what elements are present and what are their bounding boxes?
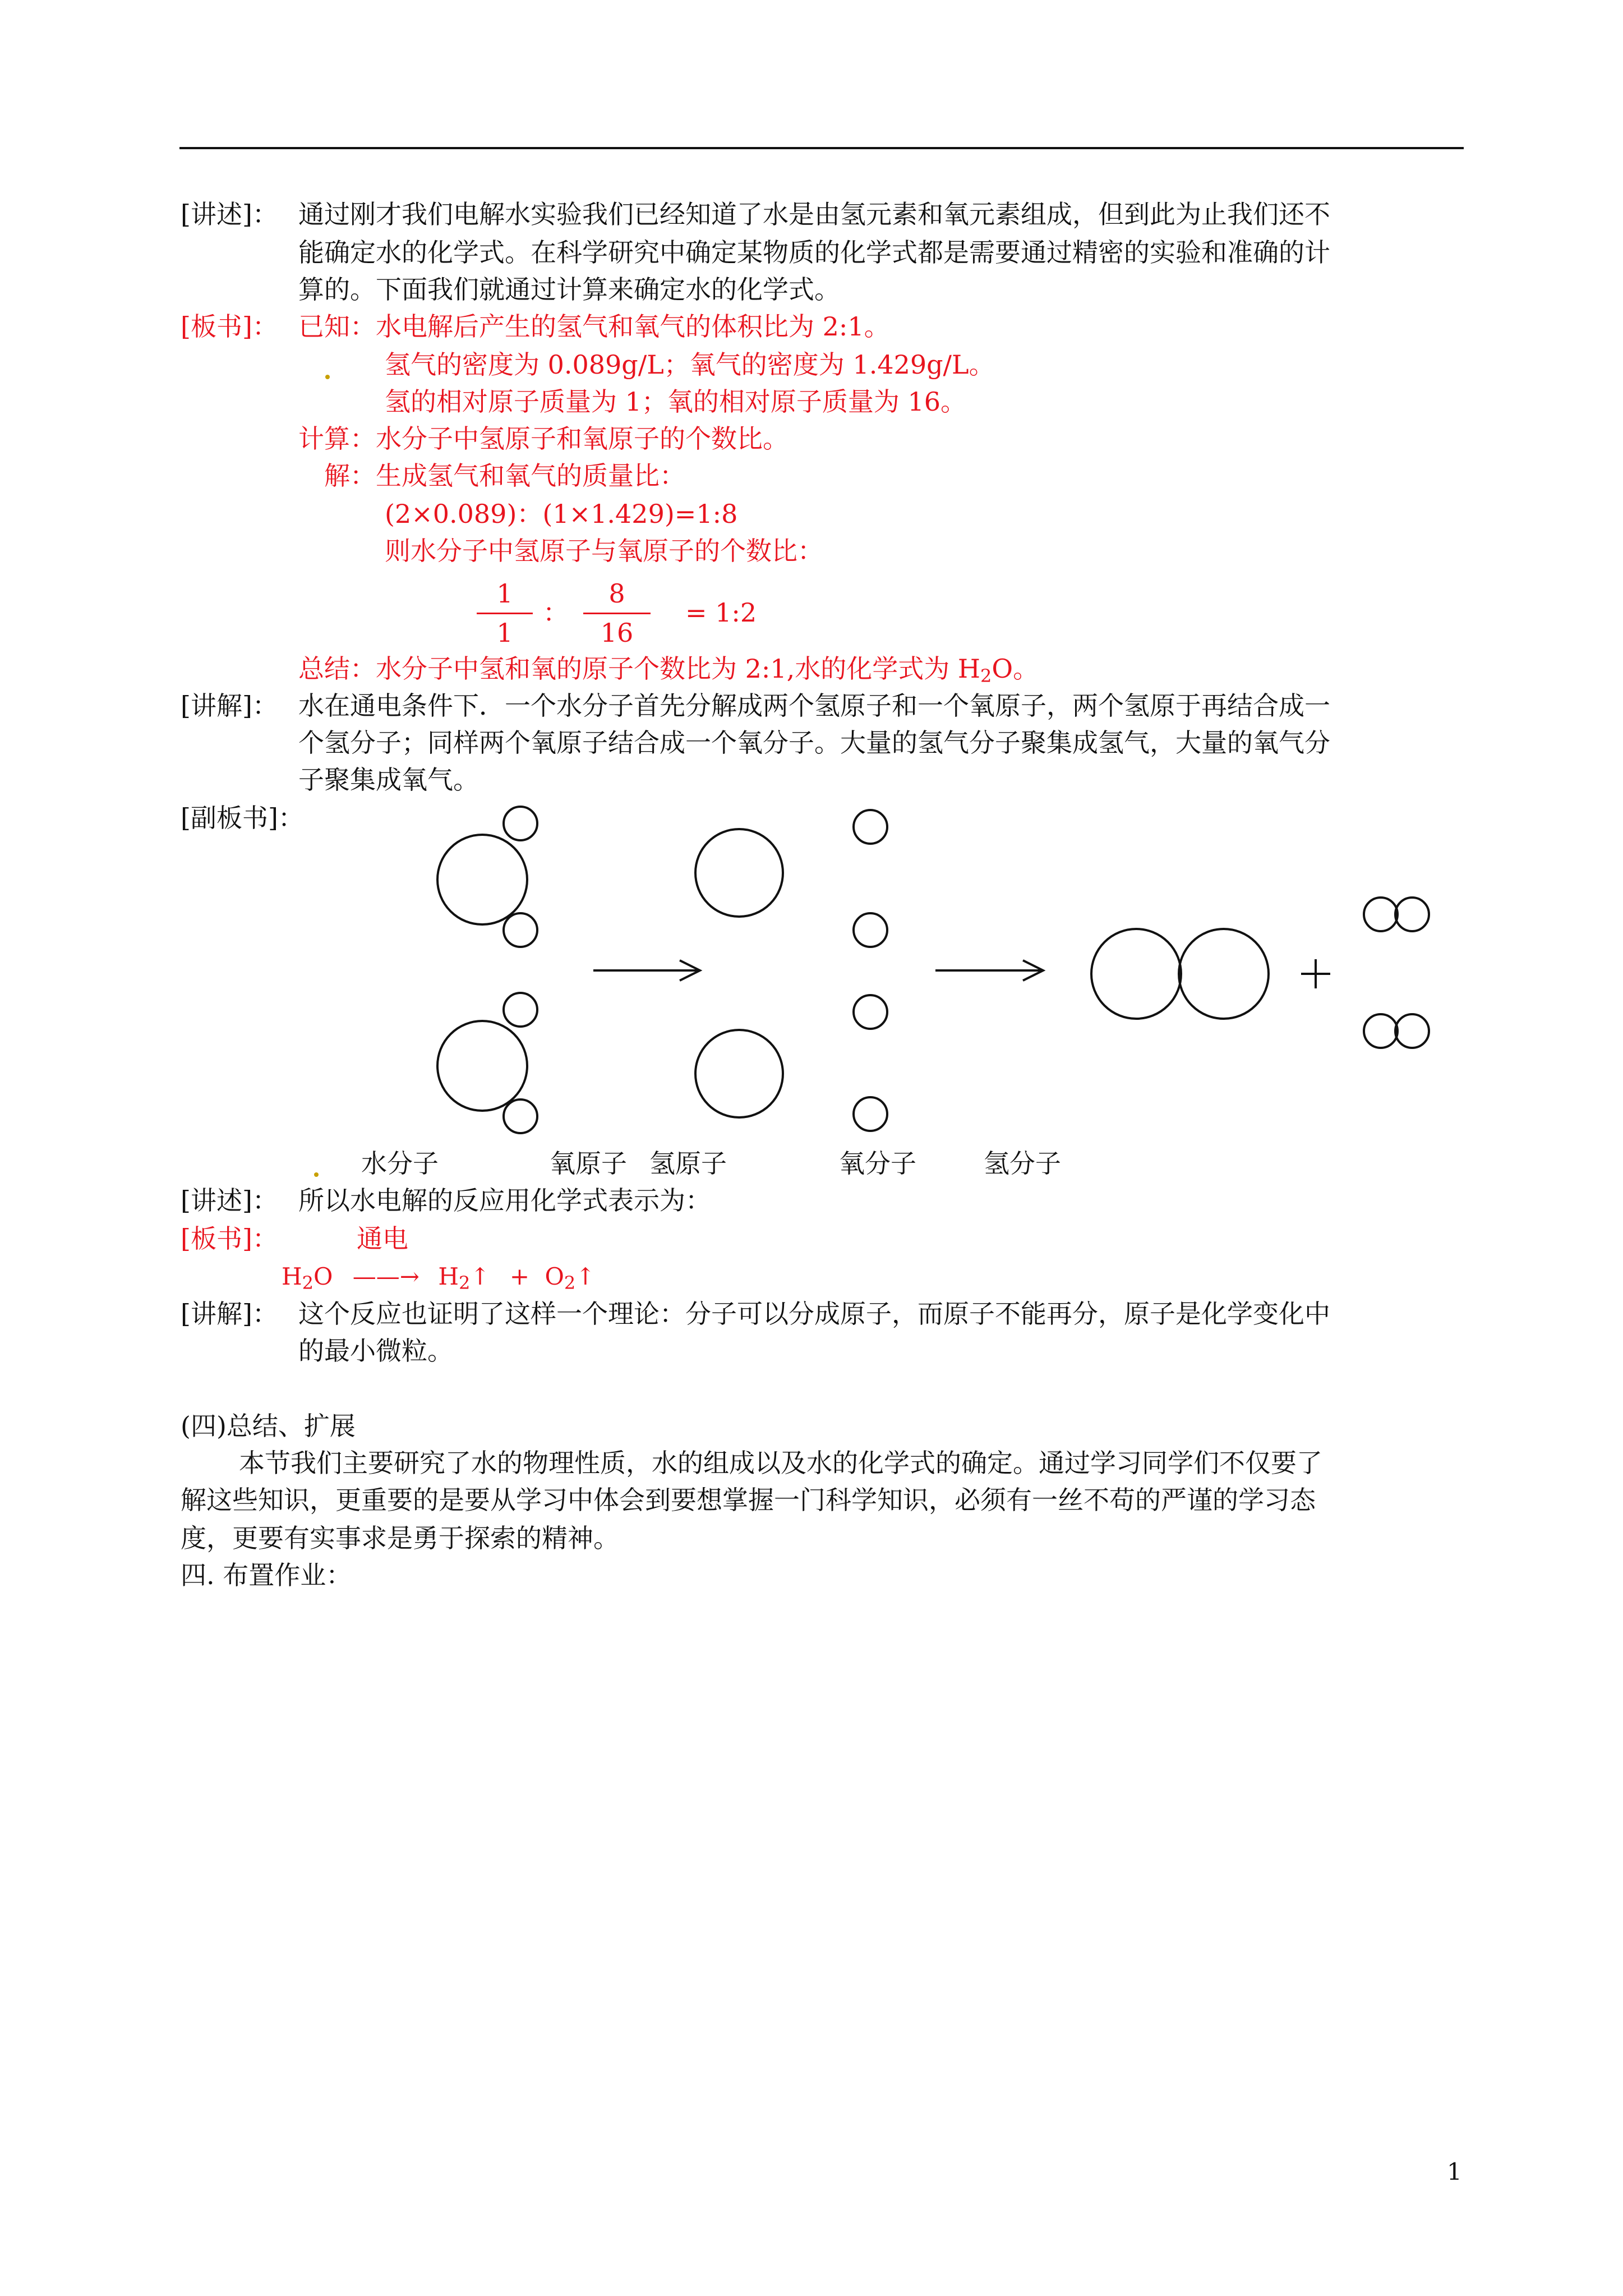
hydrogen-atom [854,995,887,1029]
lecture-label-2: [讲述]： [181,1185,278,1216]
reaction-arrow-2 [935,960,1043,981]
lecture-line-2: 能确定水的化学式。在科学研究中确定某物质的化学式都是需要通过精密的实验和准确的计 [298,237,1330,268]
board-mass-ratio: (2×0.089)：(1×1.429)=1:8 [385,499,738,529]
plus-sign [1301,959,1330,988]
explain-label: [讲解]： [181,691,278,721]
section-title: (四)总结、扩展 [181,1411,356,1441]
lecture-label: [讲述]： [181,199,278,229]
reaction-condition: 通电 [357,1223,408,1254]
board-label: [板书]： [181,311,278,342]
homework-heading: 四. 布置作业： [181,1560,352,1590]
summary-line-2: 解这些知识，更重要的是要从学习中体会到要想掌握一门科学知识，必须有一丝不苟的严谨的学习态 [181,1485,1316,1515]
page-number: 1 [1447,2158,1462,2185]
explain-2-line-1: 这个反应也证明了这样一个理论：分子可以分成原子，而原子不能再分，原子是化学变化中 [298,1299,1330,1329]
water-molecule-hydrogen [504,807,537,840]
board-given: 已知：水电解后产生的氢气和氧气的体积比为 2:1。 [298,311,890,342]
board-solution: 解：生成氢气和氧气的质量比： [324,461,685,491]
hydrogen-atom [854,1097,887,1131]
water-molecule-hydrogen [504,993,537,1027]
fraction-1-numerator: 1 [496,578,513,609]
summary-line-1: 本节我们主要研究了水的物理性质，水的组成以及水的化学式的确定。通过学习同学们不仅要了 [239,1448,1322,1478]
summary-line-3: 度，更要有实事求是勇于探索的精神。 [181,1523,619,1553]
water-molecule-oxygen [437,835,527,924]
lecture-2-line-1: 所以水电解的反应用化学式表示为： [298,1185,711,1216]
lecture-line-1: 通过刚才我们电解水实验我们已经知道了水是由氢元素和氧元素组成，但到此为止我们还不 [298,199,1330,229]
explain-line-2: 个氢分子；同样两个氧原子结合成一个氧分子。大量的氢气分子聚集成氢气，大量的氧气分 [298,728,1330,758]
chemical-equation: $H_2O$ ——→ $H_2↑$ + $O_2↑$ [282,1263,596,1294]
caption-hydrogen-molecule: 氢分子 [984,1148,1061,1179]
fraction-1-denominator: 1 [496,618,513,648]
hydrogen-atom [854,810,887,844]
water-molecule-oxygen [437,1021,527,1111]
board-summary: 总结：水分子中氢和氧的原子个数比为 2:1,水的化学式为 $H_2O$。 [298,654,1039,687]
board-density: 氢气的密度为 0.089g/L；氧气的密度为 1.429g/L。 [385,349,995,380]
fraction-result: = 1:2 [685,597,757,628]
caption-oxygen-molecule: 氧分子 [839,1148,916,1179]
hydrogen-molecule-atom [1395,1014,1429,1048]
board-atomic-mass: 氢的相对原子质量为 1；氧的相对原子质量为 16。 [385,386,967,417]
caption-oxygen-atom: 氧原子 [550,1148,627,1179]
explain-line-3: 子聚集成氧气。 [298,765,479,795]
oxygen-atom [695,1030,783,1117]
hydrogen-molecule-atom [1364,1014,1398,1048]
oxygen-molecule-atom [1179,929,1269,1019]
oxygen-atom [695,829,783,917]
hydrogen-molecule-atom [1395,898,1429,931]
fraction-2-denominator: 16 [600,618,634,648]
fraction-2-numerator: 8 [608,578,625,609]
explain-label-2: [讲解]： [181,1299,278,1329]
board-calc-task: 计算：水分子中氢原子和氧原子的个数比。 [298,424,789,454]
board-count-ratio: 则水分子中氢原子与氧原子的个数比： [385,536,823,566]
water-molecule-hydrogen [504,1099,537,1133]
caption-hydrogen-atom: 氢原子 [649,1148,727,1179]
water-molecule-hydrogen [504,913,537,947]
board-label-2: [板书]： [181,1223,278,1254]
oxygen-molecule-atom [1091,929,1181,1019]
caption-water-molecule: 水分子 [361,1148,439,1179]
explain-2-line-2: 的最小微粒。 [298,1336,453,1366]
lecture-line-3: 算的。下面我们就通过计算来确定水的化学式。 [298,274,840,305]
reaction-arrow-1 [593,960,700,981]
sub-board-label: [副板书]： [181,803,304,833]
hydrogen-atom [854,913,887,947]
hydrogen-molecule-atom [1364,898,1398,931]
explain-line-1: 水在通电条件下．一个水分子首先分解成两个氢原子和一个氧原子，两个氢原于再结合成一 [298,691,1330,721]
stray-mark [314,1172,319,1177]
fraction-colon: ： [543,597,569,628]
